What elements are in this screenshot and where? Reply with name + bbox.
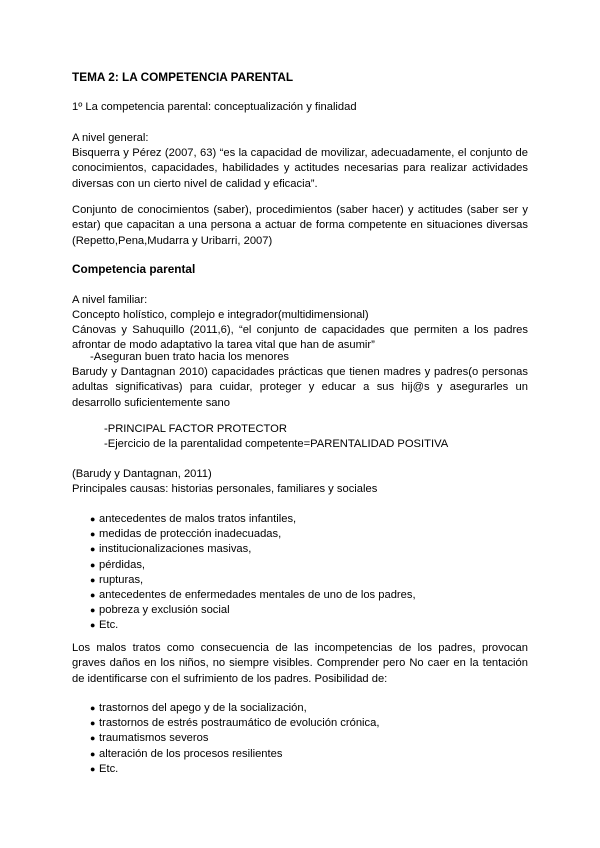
- section-heading-1: 1º La competencia parental: conceptualización y finalidad: [72, 101, 357, 113]
- causes-list: [72, 512, 528, 634]
- list-item: ● trastornos de estrés postraumático de evolución crónica,: [72, 716, 528, 731]
- bullet-icon: ●: [90, 763, 96, 774]
- conjunto-paragraph: Conjunto de conocimientos (saber), procedimientos (saber hacer) y actitudes (saber ser y estar) que capacitan a una persona a actuar de forma competente en situaciones diversas (Repetto,Pena,Mudarra y Uribarri, 2007): [72, 204, 528, 247]
- list-item: ● pérdidas,: [72, 558, 528, 573]
- canovas-definition: Cánovas y Sahuquillo (2011,6), “el conjunto de capacidades que permiten a los padres afrontar de modo adaptativo la tarea vital que han de asumir”: [72, 324, 528, 352]
- protective-factor: -PRINCIPAL FACTOR PROTECTOR: [104, 423, 287, 435]
- bisquerra-definition: Bisquerra y Pérez (2007, 63) “es la capacidad de movilizar, adecuadamente, el conjunto de conocimientos, capacidades, habilidades y actitudes necesarias para realizar actividades diversas con un cierto nivel de calidad y eficacia”.: [72, 147, 528, 190]
- list-item: ● traumatismos severos: [72, 731, 528, 746]
- bullet-icon: ●: [90, 544, 96, 555]
- list-item: ● medidas de protección inadecuadas,: [72, 527, 528, 542]
- causes-label: Principales causas: historias personales, familiares y sociales: [72, 483, 378, 495]
- document-title: TEMA 2: LA COMPETENCIA PARENTAL: [72, 70, 294, 84]
- list-item: ● Etc.: [72, 762, 528, 777]
- general-label: A nivel general:: [72, 132, 149, 144]
- list-item: ● antecedentes de malos tratos infantiles,: [72, 512, 528, 527]
- barudy-citation: (Barudy y Dantagnan, 2011): [72, 468, 212, 480]
- familiar-label: A nivel familiar:: [72, 294, 148, 306]
- malos-tratos-paragraph: Los malos tratos como consecuencia de las incompetencias de los padres, provocan graves daños en los niños, no siempre visibles. Comprender pero No caer en la tentación de identificarse con el sufrimiento de los padres. Posibilidad de:: [72, 642, 528, 685]
- bullet-icon: ●: [90, 514, 96, 524]
- barudy-definition: Barudy y Dantagnan 2010) capacidades prácticas que tienen madres y padres(o personas adultas significativas) para cuidar, proteger y educar a sus hij@s y asegurarles un desarrollo suficientemente sano: [72, 366, 528, 409]
- aseguran-line: -Aseguran buen trato hacia los menores: [90, 351, 290, 363]
- list-item: ● institucionalizaciones masivas,: [72, 542, 528, 557]
- bullet-icon: ●: [90, 703, 96, 713]
- bullet-icon: ●: [90, 620, 96, 631]
- heading-competencia-parental: Competencia parental: [72, 262, 196, 276]
- list-item: ● pobreza y exclusión social: [72, 603, 528, 618]
- bullet-icon: ●: [90, 748, 96, 759]
- list-item: ● rupturas,: [72, 573, 528, 588]
- bullet-icon: ●: [90, 718, 96, 729]
- holistic-concept: Concepto holístico, complejo e integrador(multidimensional): [72, 309, 369, 321]
- list-item: ● Etc.: [72, 618, 528, 633]
- positive-parenting: -Ejercicio de la parentalidad competente=PARENTALIDAD POSITIVA: [104, 438, 449, 450]
- list-item: ● trastornos del apego y de la socialización,: [72, 701, 528, 716]
- bullet-icon: ●: [90, 529, 96, 540]
- bullet-icon: ●: [90, 574, 96, 585]
- bullet-icon: ●: [90, 589, 96, 600]
- list-item: ● antecedentes de enfermedades mentales de uno de los padres,: [72, 588, 528, 603]
- list-item: ● alteración de los procesos resilientes: [72, 747, 528, 762]
- bullet-icon: ●: [90, 733, 96, 744]
- consequences-list: [72, 701, 528, 777]
- bullet-icon: ●: [90, 605, 96, 616]
- bullet-icon: ●: [90, 559, 96, 570]
